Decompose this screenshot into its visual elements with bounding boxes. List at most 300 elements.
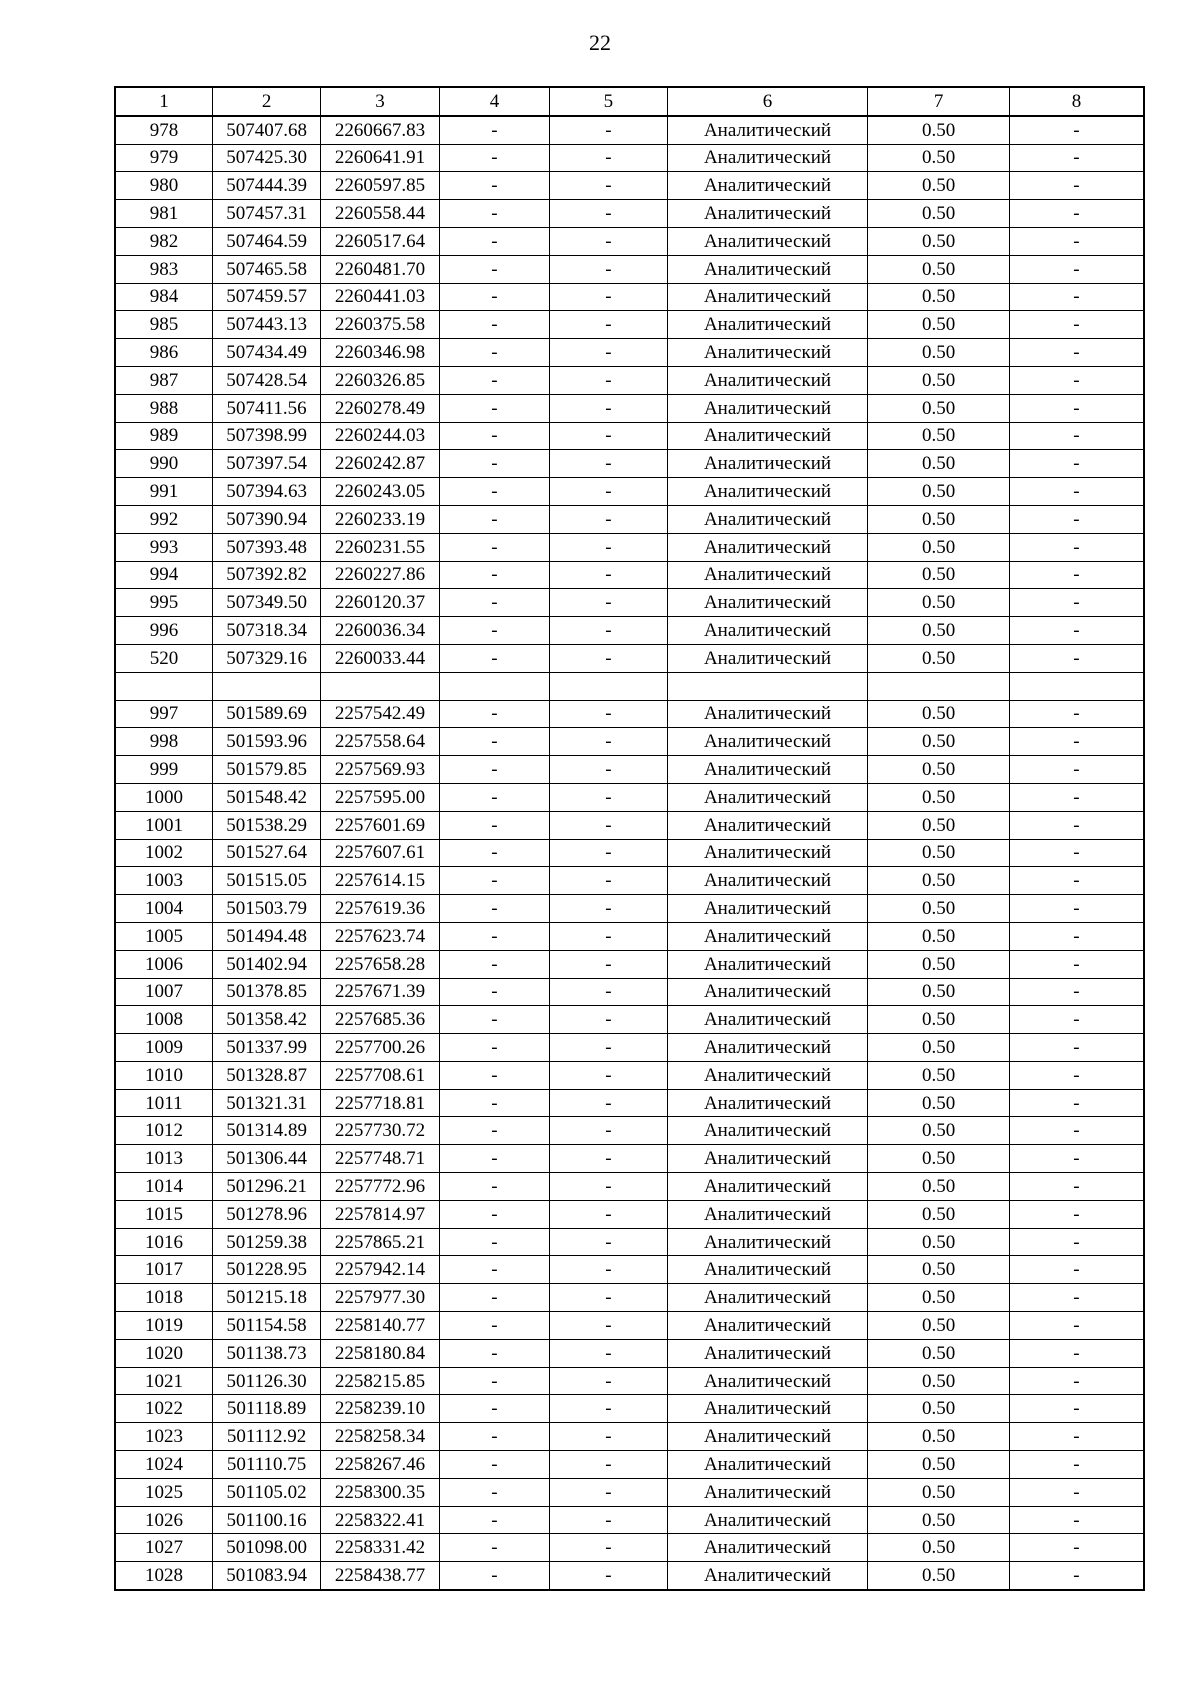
table-cell: - xyxy=(1009,617,1144,645)
table-cell: 2260244.03 xyxy=(321,422,439,450)
table-cell: 501589.69 xyxy=(212,700,320,728)
table-cell: - xyxy=(439,783,549,811)
table-cell: - xyxy=(439,561,549,589)
table-cell: 501378.85 xyxy=(212,978,320,1006)
table-cell: 0.50 xyxy=(868,783,1010,811)
table-cell: - xyxy=(1009,1145,1144,1173)
table-cell: - xyxy=(550,505,667,533)
table-cell: - xyxy=(439,311,549,339)
table-cell: Аналитический xyxy=(667,1061,868,1089)
table-cell: 507459.57 xyxy=(212,283,320,311)
table-cell: 0.50 xyxy=(868,450,1010,478)
table-row xyxy=(115,1423,1144,1451)
table-cell: 2257942.14 xyxy=(321,1256,439,1284)
table-cell: 1017 xyxy=(115,1256,212,1284)
table-cell: - xyxy=(550,1284,667,1312)
table-cell: 0.50 xyxy=(868,255,1010,283)
table-cell: - xyxy=(1009,561,1144,589)
table-cell: 0.50 xyxy=(868,227,1010,255)
table-cell: 2257601.69 xyxy=(321,811,439,839)
table-cell: - xyxy=(1009,1284,1144,1312)
table-cell: 507464.59 xyxy=(212,227,320,255)
table-cell: 501337.99 xyxy=(212,1034,320,1062)
table-row xyxy=(115,1312,1144,1340)
table-cell: Аналитический xyxy=(667,589,868,617)
table-cell: - xyxy=(439,172,549,200)
table-cell: 994 xyxy=(115,561,212,589)
table-cell: - xyxy=(550,978,667,1006)
table-cell: - xyxy=(550,756,667,784)
table-cell: Аналитический xyxy=(667,366,868,394)
table-cell xyxy=(321,672,439,700)
table-cell: 1010 xyxy=(115,1061,212,1089)
column-header: 8 xyxy=(1009,87,1144,116)
table-cell: - xyxy=(439,255,549,283)
table-cell: - xyxy=(550,1562,667,1590)
table-row xyxy=(115,1061,1144,1089)
table-cell: - xyxy=(439,895,549,923)
table-cell: Аналитический xyxy=(667,505,868,533)
table-cell: Аналитический xyxy=(667,700,868,728)
table-cell: Аналитический xyxy=(667,1006,868,1034)
table-cell: Аналитический xyxy=(667,1200,868,1228)
table-cell: Аналитический xyxy=(667,1451,868,1479)
table-cell: 0.50 xyxy=(868,1367,1010,1395)
table-cell: 507394.63 xyxy=(212,478,320,506)
table-cell: - xyxy=(550,533,667,561)
coordinates-table xyxy=(114,86,1145,1591)
table-cell: 985 xyxy=(115,311,212,339)
table-cell: - xyxy=(439,1200,549,1228)
table-cell: - xyxy=(1009,644,1144,672)
table-cell: 0.50 xyxy=(868,533,1010,561)
table-cell: - xyxy=(550,1367,667,1395)
table-cell: - xyxy=(550,1256,667,1284)
table-cell: 507425.30 xyxy=(212,144,320,172)
table-row xyxy=(115,644,1144,672)
table-cell: 2257865.21 xyxy=(321,1228,439,1256)
table-cell: - xyxy=(439,283,549,311)
table-cell xyxy=(667,672,868,700)
table-row xyxy=(115,728,1144,756)
table-cell: - xyxy=(439,366,549,394)
table-cell: 1013 xyxy=(115,1145,212,1173)
table-row xyxy=(115,589,1144,617)
table-cell: Аналитический xyxy=(667,1284,868,1312)
table-row xyxy=(115,339,1144,367)
table-cell: - xyxy=(1009,283,1144,311)
table-cell: 501118.89 xyxy=(212,1395,320,1423)
table-cell: - xyxy=(1009,700,1144,728)
table-cell: - xyxy=(439,1145,549,1173)
table-cell: - xyxy=(439,144,549,172)
table-cell: Аналитический xyxy=(667,422,868,450)
table-cell: 0.50 xyxy=(868,1339,1010,1367)
table-cell: 2257558.64 xyxy=(321,728,439,756)
table-cell: 0.50 xyxy=(868,1451,1010,1479)
table-cell: 501306.44 xyxy=(212,1145,320,1173)
table-cell: - xyxy=(1009,1423,1144,1451)
table-cell: 990 xyxy=(115,450,212,478)
table-cell: Аналитический xyxy=(667,533,868,561)
table-cell: Аналитический xyxy=(667,895,868,923)
table-cell: 2258258.34 xyxy=(321,1423,439,1451)
table-row xyxy=(115,533,1144,561)
table-cell: 0.50 xyxy=(868,422,1010,450)
table-cell: - xyxy=(1009,311,1144,339)
table-cell: 501538.29 xyxy=(212,811,320,839)
table-row xyxy=(115,922,1144,950)
table-cell: 1021 xyxy=(115,1367,212,1395)
table-cell: 2257623.74 xyxy=(321,922,439,950)
table-row xyxy=(115,1284,1144,1312)
table-cell: 2257718.81 xyxy=(321,1089,439,1117)
table-cell: - xyxy=(1009,1256,1144,1284)
table-row xyxy=(115,1256,1144,1284)
table-cell: - xyxy=(1009,255,1144,283)
table-cell: 2257814.97 xyxy=(321,1200,439,1228)
table-cell: 989 xyxy=(115,422,212,450)
table-cell: - xyxy=(1009,1339,1144,1367)
table-cell: - xyxy=(550,839,667,867)
table-cell: 501328.87 xyxy=(212,1061,320,1089)
table-cell: - xyxy=(439,1451,549,1479)
table-row xyxy=(115,1506,1144,1534)
table-cell: Аналитический xyxy=(667,478,868,506)
table-cell: Аналитический xyxy=(667,227,868,255)
table-cell: - xyxy=(439,1006,549,1034)
table-cell: 2260243.05 xyxy=(321,478,439,506)
table-cell: 501358.42 xyxy=(212,1006,320,1034)
table-cell xyxy=(439,672,549,700)
table-cell: 1012 xyxy=(115,1117,212,1145)
table-cell: - xyxy=(550,366,667,394)
table-cell: 0.50 xyxy=(868,1061,1010,1089)
table-cell: 0.50 xyxy=(868,1395,1010,1423)
table-cell: 2260036.34 xyxy=(321,617,439,645)
table-cell: 0.50 xyxy=(868,1256,1010,1284)
table-cell: 0.50 xyxy=(868,1478,1010,1506)
table-row xyxy=(115,1478,1144,1506)
table-cell: 2257708.61 xyxy=(321,1061,439,1089)
table-cell: 1001 xyxy=(115,811,212,839)
table-cell: 2257658.28 xyxy=(321,950,439,978)
table-cell: 996 xyxy=(115,617,212,645)
table-cell: - xyxy=(439,617,549,645)
table-cell: - xyxy=(550,783,667,811)
table-cell: 507349.50 xyxy=(212,589,320,617)
table-cell: - xyxy=(550,1478,667,1506)
table-cell: Аналитический xyxy=(667,756,868,784)
table-cell: 507318.34 xyxy=(212,617,320,645)
table-cell: 2260242.87 xyxy=(321,450,439,478)
table-cell: - xyxy=(1009,978,1144,1006)
table-cell: - xyxy=(1009,756,1144,784)
table-cell: - xyxy=(1009,922,1144,950)
table-cell: - xyxy=(1009,450,1144,478)
table-cell: 501154.58 xyxy=(212,1312,320,1340)
column-header: 7 xyxy=(868,87,1010,116)
table-row xyxy=(115,867,1144,895)
table-cell: 2260441.03 xyxy=(321,283,439,311)
table-cell: 2257977.30 xyxy=(321,1284,439,1312)
table-row xyxy=(115,1145,1144,1173)
table-cell: Аналитический xyxy=(667,1089,868,1117)
table-cell: - xyxy=(1009,839,1144,867)
table-cell: 2260346.98 xyxy=(321,339,439,367)
table-cell: - xyxy=(439,1256,549,1284)
table-cell: 0.50 xyxy=(868,978,1010,1006)
table-cell: - xyxy=(550,700,667,728)
table-cell: - xyxy=(550,450,667,478)
table-cell: - xyxy=(550,644,667,672)
table-row xyxy=(115,478,1144,506)
table-cell: - xyxy=(439,1061,549,1089)
table-cell: Аналитический xyxy=(667,116,868,144)
table-row xyxy=(115,783,1144,811)
table-cell: - xyxy=(439,1506,549,1534)
table-cell: 0.50 xyxy=(868,1034,1010,1062)
table-cell: 2260033.44 xyxy=(321,644,439,672)
table-cell: Аналитический xyxy=(667,255,868,283)
table-cell: - xyxy=(550,617,667,645)
table-cell: 2257595.00 xyxy=(321,783,439,811)
table-cell: Аналитический xyxy=(667,1339,868,1367)
table-cell: 2257569.93 xyxy=(321,756,439,784)
table-cell: 0.50 xyxy=(868,505,1010,533)
table-cell: 1003 xyxy=(115,867,212,895)
table-row xyxy=(115,1228,1144,1256)
table-cell: 501110.75 xyxy=(212,1451,320,1479)
table-cell: - xyxy=(439,978,549,1006)
table-cell: - xyxy=(1009,172,1144,200)
column-header: 3 xyxy=(321,87,439,116)
table-row xyxy=(115,422,1144,450)
table-cell: 1018 xyxy=(115,1284,212,1312)
table-cell: Аналитический xyxy=(667,1228,868,1256)
table-cell: Аналитический xyxy=(667,144,868,172)
table-cell: 0.50 xyxy=(868,839,1010,867)
table-cell xyxy=(550,672,667,700)
table-cell: - xyxy=(1009,144,1144,172)
table-cell: - xyxy=(439,1395,549,1423)
table-cell: 0.50 xyxy=(868,200,1010,228)
table-cell: 2257671.39 xyxy=(321,978,439,1006)
table-cell: 1004 xyxy=(115,895,212,923)
table-cell: 2260517.64 xyxy=(321,227,439,255)
table-cell: 1026 xyxy=(115,1506,212,1534)
table-cell: 995 xyxy=(115,589,212,617)
table-cell: 507329.16 xyxy=(212,644,320,672)
table-cell: 1019 xyxy=(115,1312,212,1340)
table-cell: 2258180.84 xyxy=(321,1339,439,1367)
table-cell: 0.50 xyxy=(868,644,1010,672)
table-cell: 2260231.55 xyxy=(321,533,439,561)
table-row xyxy=(115,978,1144,1006)
table-cell: 2257685.36 xyxy=(321,1006,439,1034)
table-cell: 507397.54 xyxy=(212,450,320,478)
table-cell: 0.50 xyxy=(868,1506,1010,1534)
table-row xyxy=(115,227,1144,255)
table-cell: 986 xyxy=(115,339,212,367)
table-cell: 501278.96 xyxy=(212,1200,320,1228)
table-cell: 507398.99 xyxy=(212,422,320,450)
table-cell: 988 xyxy=(115,394,212,422)
table-cell: - xyxy=(550,1117,667,1145)
table-row xyxy=(115,1173,1144,1201)
table-cell: 501314.89 xyxy=(212,1117,320,1145)
table-cell: 2258331.42 xyxy=(321,1534,439,1562)
table-cell: - xyxy=(439,1089,549,1117)
table-cell: 1022 xyxy=(115,1395,212,1423)
table-cell: 1011 xyxy=(115,1089,212,1117)
table-cell: Аналитический xyxy=(667,922,868,950)
table-cell: 2257614.15 xyxy=(321,867,439,895)
table-cell: 0.50 xyxy=(868,1423,1010,1451)
table-cell: - xyxy=(550,283,667,311)
table-cell: 2258140.77 xyxy=(321,1312,439,1340)
table-cell: 1025 xyxy=(115,1478,212,1506)
table-cell: Аналитический xyxy=(667,311,868,339)
table-cell: 507392.82 xyxy=(212,561,320,589)
table-cell: 1016 xyxy=(115,1228,212,1256)
table-cell: 2257700.26 xyxy=(321,1034,439,1062)
table-cell: - xyxy=(550,1006,667,1034)
table-cell: - xyxy=(439,811,549,839)
table-row xyxy=(115,450,1144,478)
table-cell: - xyxy=(1009,728,1144,756)
table-cell: Аналитический xyxy=(667,1395,868,1423)
table-cell: - xyxy=(439,1534,549,1562)
table-cell: - xyxy=(439,922,549,950)
table-cell: 991 xyxy=(115,478,212,506)
table-row xyxy=(115,617,1144,645)
table-cell: - xyxy=(1009,589,1144,617)
table-row xyxy=(115,756,1144,784)
table-cell: - xyxy=(1009,867,1144,895)
table-cell: - xyxy=(1009,1478,1144,1506)
table-cell: 2260278.49 xyxy=(321,394,439,422)
table-cell: - xyxy=(439,1034,549,1062)
table-cell: Аналитический xyxy=(667,1034,868,1062)
table-cell: 507434.49 xyxy=(212,339,320,367)
table-cell: - xyxy=(550,1145,667,1173)
table-cell: - xyxy=(550,1506,667,1534)
table-cell: - xyxy=(1009,1506,1144,1534)
table-cell: - xyxy=(550,867,667,895)
table-cell: 507390.94 xyxy=(212,505,320,533)
table-cell: - xyxy=(550,1228,667,1256)
table-cell: - xyxy=(1009,394,1144,422)
table-row xyxy=(115,700,1144,728)
table-cell: - xyxy=(439,1173,549,1201)
table-cell: Аналитический xyxy=(667,172,868,200)
table-cell: - xyxy=(439,227,549,255)
table-row xyxy=(115,394,1144,422)
table-cell: - xyxy=(1009,1451,1144,1479)
table-cell: 0.50 xyxy=(868,1562,1010,1590)
table-cell: - xyxy=(439,1228,549,1256)
table-cell: Аналитический xyxy=(667,811,868,839)
table-cell: - xyxy=(550,1312,667,1340)
table-cell: - xyxy=(1009,1173,1144,1201)
table-cell: 983 xyxy=(115,255,212,283)
table-cell: Аналитический xyxy=(667,1534,868,1562)
table-cell: - xyxy=(439,1117,549,1145)
table-cell: 2258267.46 xyxy=(321,1451,439,1479)
table-cell: - xyxy=(439,339,549,367)
table-cell: 1007 xyxy=(115,978,212,1006)
table-cell: 2260558.44 xyxy=(321,200,439,228)
table-cell: 2257607.61 xyxy=(321,839,439,867)
table-cell: - xyxy=(550,1034,667,1062)
table-cell: 981 xyxy=(115,200,212,228)
table-row xyxy=(115,1367,1144,1395)
table-cell: - xyxy=(550,172,667,200)
table-row xyxy=(115,1089,1144,1117)
table-cell: Аналитический xyxy=(667,394,868,422)
table-cell: 501228.95 xyxy=(212,1256,320,1284)
table-cell: 501105.02 xyxy=(212,1478,320,1506)
table-row xyxy=(115,1534,1144,1562)
table-cell: - xyxy=(1009,339,1144,367)
table-cell: - xyxy=(1009,505,1144,533)
table-cell: 980 xyxy=(115,172,212,200)
table-cell: 1009 xyxy=(115,1034,212,1062)
table-row xyxy=(115,1395,1144,1423)
table-cell: - xyxy=(439,867,549,895)
table-cell: 2260227.86 xyxy=(321,561,439,589)
table-cell: 507457.31 xyxy=(212,200,320,228)
table-row xyxy=(115,1034,1144,1062)
table-cell: 0.50 xyxy=(868,922,1010,950)
table-cell: - xyxy=(439,422,549,450)
table-cell: 1006 xyxy=(115,950,212,978)
table-row xyxy=(115,1451,1144,1479)
table-cell: 999 xyxy=(115,756,212,784)
table-cell: - xyxy=(439,116,549,144)
table-cell: 2257748.71 xyxy=(321,1145,439,1173)
table-cell: 1023 xyxy=(115,1423,212,1451)
table-row xyxy=(115,895,1144,923)
table-cell: - xyxy=(1009,1534,1144,1562)
table-cell: Аналитический xyxy=(667,1367,868,1395)
table-row xyxy=(115,200,1144,228)
table-cell: 507411.56 xyxy=(212,394,320,422)
table-cell: 501321.31 xyxy=(212,1089,320,1117)
table-cell: Аналитический xyxy=(667,283,868,311)
table-cell: Аналитический xyxy=(667,1117,868,1145)
table-cell: 1014 xyxy=(115,1173,212,1201)
table-cell xyxy=(212,672,320,700)
table-row xyxy=(115,366,1144,394)
table-cell: 0.50 xyxy=(868,617,1010,645)
table-cell: 2260326.85 xyxy=(321,366,439,394)
table-cell: 0.50 xyxy=(868,867,1010,895)
table-cell: 2257619.36 xyxy=(321,895,439,923)
table-cell: Аналитический xyxy=(667,978,868,1006)
table-cell: 501494.48 xyxy=(212,922,320,950)
table-cell: 501579.85 xyxy=(212,756,320,784)
table-cell: - xyxy=(1009,1228,1144,1256)
table-cell: - xyxy=(439,589,549,617)
table-cell: 501138.73 xyxy=(212,1339,320,1367)
table-cell: Аналитический xyxy=(667,950,868,978)
table-cell: 501527.64 xyxy=(212,839,320,867)
table-row xyxy=(115,172,1144,200)
table-cell: 507428.54 xyxy=(212,366,320,394)
table-cell: 501126.30 xyxy=(212,1367,320,1395)
